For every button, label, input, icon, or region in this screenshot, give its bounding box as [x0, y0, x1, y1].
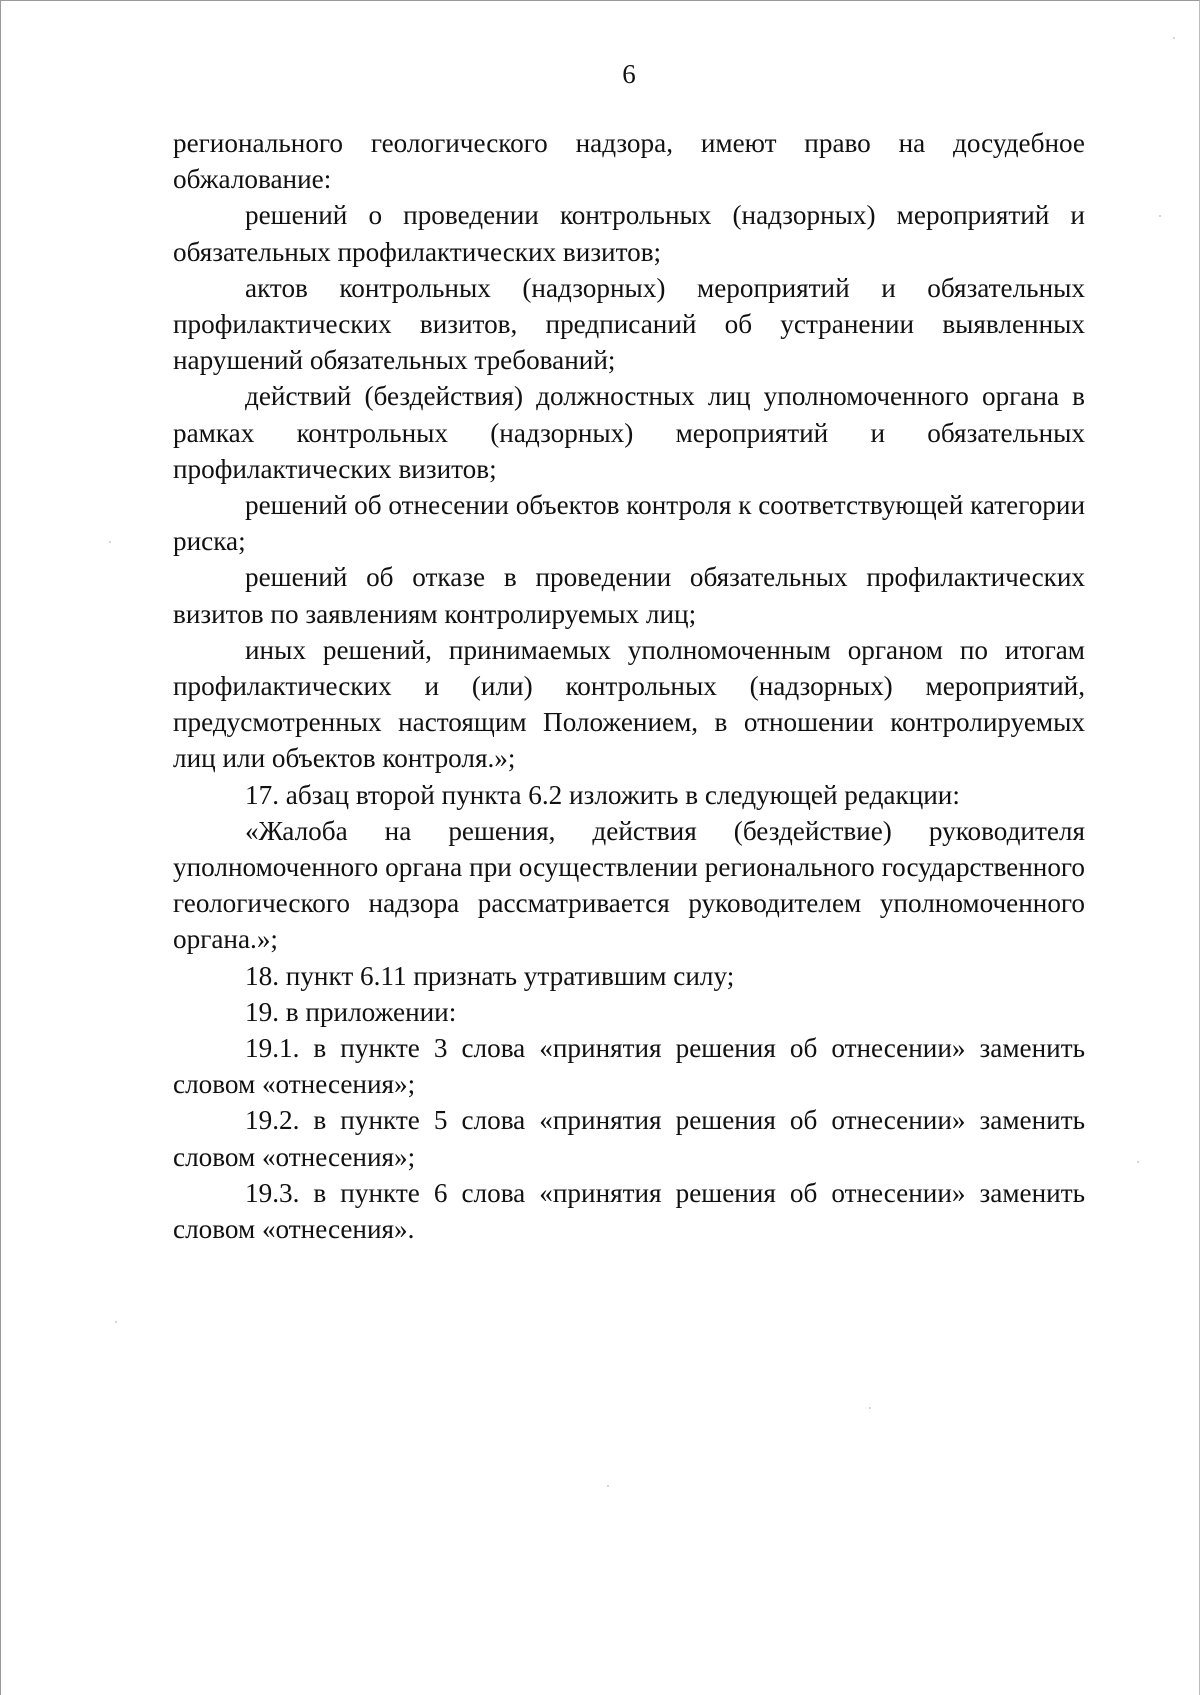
scan-speck: [109, 541, 111, 543]
page-number: 6: [622, 59, 636, 89]
scan-speck: [1159, 215, 1161, 217]
paragraph-item-19-2: 19.2. в пункте 5 слова «принятия решения об отнесении» заменить словом «отнесения»;: [173, 1105, 1085, 1172]
paragraph-actions-of-officials: действий (бездействия) должностных лиц уполномоченного органа в рамках контрольных (надзорных) мероприятий и обязательных профилактических визитов;: [173, 381, 1085, 484]
paragraph-complaint-quote: «Жалоба на решения, действия (бездействие) руководителя уполномоченного органа при осуществлении регионального государственного геологического надзора рассматривается руководителем уполномоченного органа.»;: [173, 815, 1085, 955]
paragraph-risk-category-decisions: решений об отнесении объектов контроля к соответствующей категории риска;: [173, 490, 1085, 557]
paragraph-item-19-3: 19.3. в пункте 6 слова «принятия решения об отнесении» заменить словом «отнесения».: [173, 1177, 1085, 1245]
scan-speck: [115, 1321, 117, 1323]
paragraph-other-decisions: иных решений, принимаемых уполномоченным органом по итогам профилактических и (или) контрольных (надзорных) мероприятий, предусмотренных настоящим Положением, в отношении контролируемых лиц или объектов контроля.»;: [173, 634, 1085, 774]
paragraph-item-19-1: 19.1. в пункте 3 слова «принятия решения об отнесении» заменить словом «отнесения»;: [173, 1033, 1085, 1100]
scan-speck: [1173, 37, 1175, 39]
scan-speck: [607, 1485, 609, 1487]
paragraph-item-18: 18. пункт 6.11 признать утратившим силу;: [245, 960, 735, 991]
scan-speck: [869, 1407, 871, 1409]
paragraph-item-19: 19. в приложении:: [245, 996, 457, 1027]
paragraph-decisions-on-measures: решений о проведении контрольных (надзорных) мероприятий и обязательных профилактических визитов;: [173, 200, 1085, 267]
scan-speck: [1137, 1161, 1139, 1163]
document-body: [173, 125, 1085, 1247]
paragraph-continuation: регионального геологического надзора, имеют право на досудебное обжалование:: [173, 128, 1085, 195]
paragraph-item-17: 17. абзац второй пункта 6.2 изложить в следующей редакции:: [245, 779, 960, 810]
paragraph-acts-and-orders: актов контрольных (надзорных) мероприятий и обязательных профилактических визитов, предписаний об устранении выявленных нарушений обязательных требований;: [173, 272, 1085, 376]
paragraph-refusal-decisions: решений об отказе в проведении обязательных профилактических визитов по заявлениям контролируемых лиц;: [173, 562, 1085, 629]
